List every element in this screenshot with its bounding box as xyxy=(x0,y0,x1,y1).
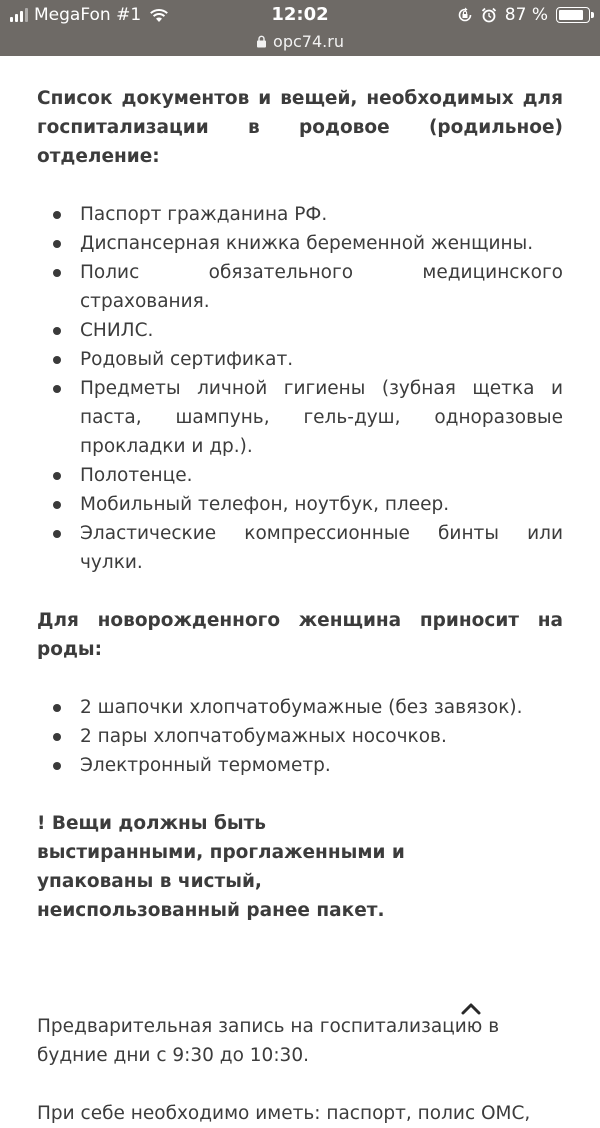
battery-percent: 87 % xyxy=(504,5,548,25)
list-item: Полис обязательного медицинского страхования. xyxy=(37,258,563,316)
alarm-icon xyxy=(481,7,497,23)
status-time: 12:02 xyxy=(271,4,329,25)
list-item: Родовый сертификат. xyxy=(37,345,563,374)
list-item: Диспансерная книжка беременной женщины. xyxy=(37,229,563,258)
status-bar xyxy=(0,0,600,56)
booking-info: Предварительная запись на госпитализацию в будние дни с 9:30 до 10:30. xyxy=(37,1016,500,1066)
status-right xyxy=(457,5,590,25)
url-text[interactable]: орс74.ru xyxy=(273,31,344,51)
scroll-to-top-button[interactable] xyxy=(458,996,484,1022)
list-item: СНИЛС. xyxy=(37,316,563,345)
lock-icon xyxy=(256,35,267,48)
newborn-list xyxy=(37,693,563,780)
clean-items-note: ! Вещи должны быть выстиранными, проглаженными и упакованы в чистый, неиспользованный ранее пакет. xyxy=(37,813,405,921)
battery-icon xyxy=(556,7,590,23)
page-content xyxy=(37,84,563,1128)
newborn-heading: Для новорожденного женщина приносит на роды: xyxy=(37,610,563,660)
rotation-lock-icon xyxy=(457,7,473,23)
documents-heading: Список документов и вещей, необходимых для госпитализации в родовое (родильное) отделение: xyxy=(37,88,563,167)
list-item: Электронный термометр. xyxy=(37,751,563,780)
list-item: 2 шапочки хлопчатобумажные (без завязок). xyxy=(37,693,563,722)
documents-list xyxy=(37,200,563,577)
list-item: Полотенце. xyxy=(37,461,563,490)
carrier-name: MegaFon #1 xyxy=(34,5,142,25)
documents-to-bring: При себе необходимо иметь: паспорт, полис ОМС, xyxy=(37,1103,531,1124)
list-item: 2 пары хлопчатобумажных носочков. xyxy=(37,722,563,751)
address-bar[interactable] xyxy=(0,30,600,52)
list-item: Паспорт гражданина РФ. xyxy=(37,200,563,229)
list-item: Эластические компрессионные бинты или чулки. xyxy=(37,519,563,577)
chevron-up-icon xyxy=(461,1003,481,1015)
list-item: Мобильный телефон, ноутбук, плеер. xyxy=(37,490,563,519)
list-item: Предметы личной гигиены (зубная щетка и паста, шампунь, гель-душ, одноразовые прокладки и др.). xyxy=(37,374,563,461)
